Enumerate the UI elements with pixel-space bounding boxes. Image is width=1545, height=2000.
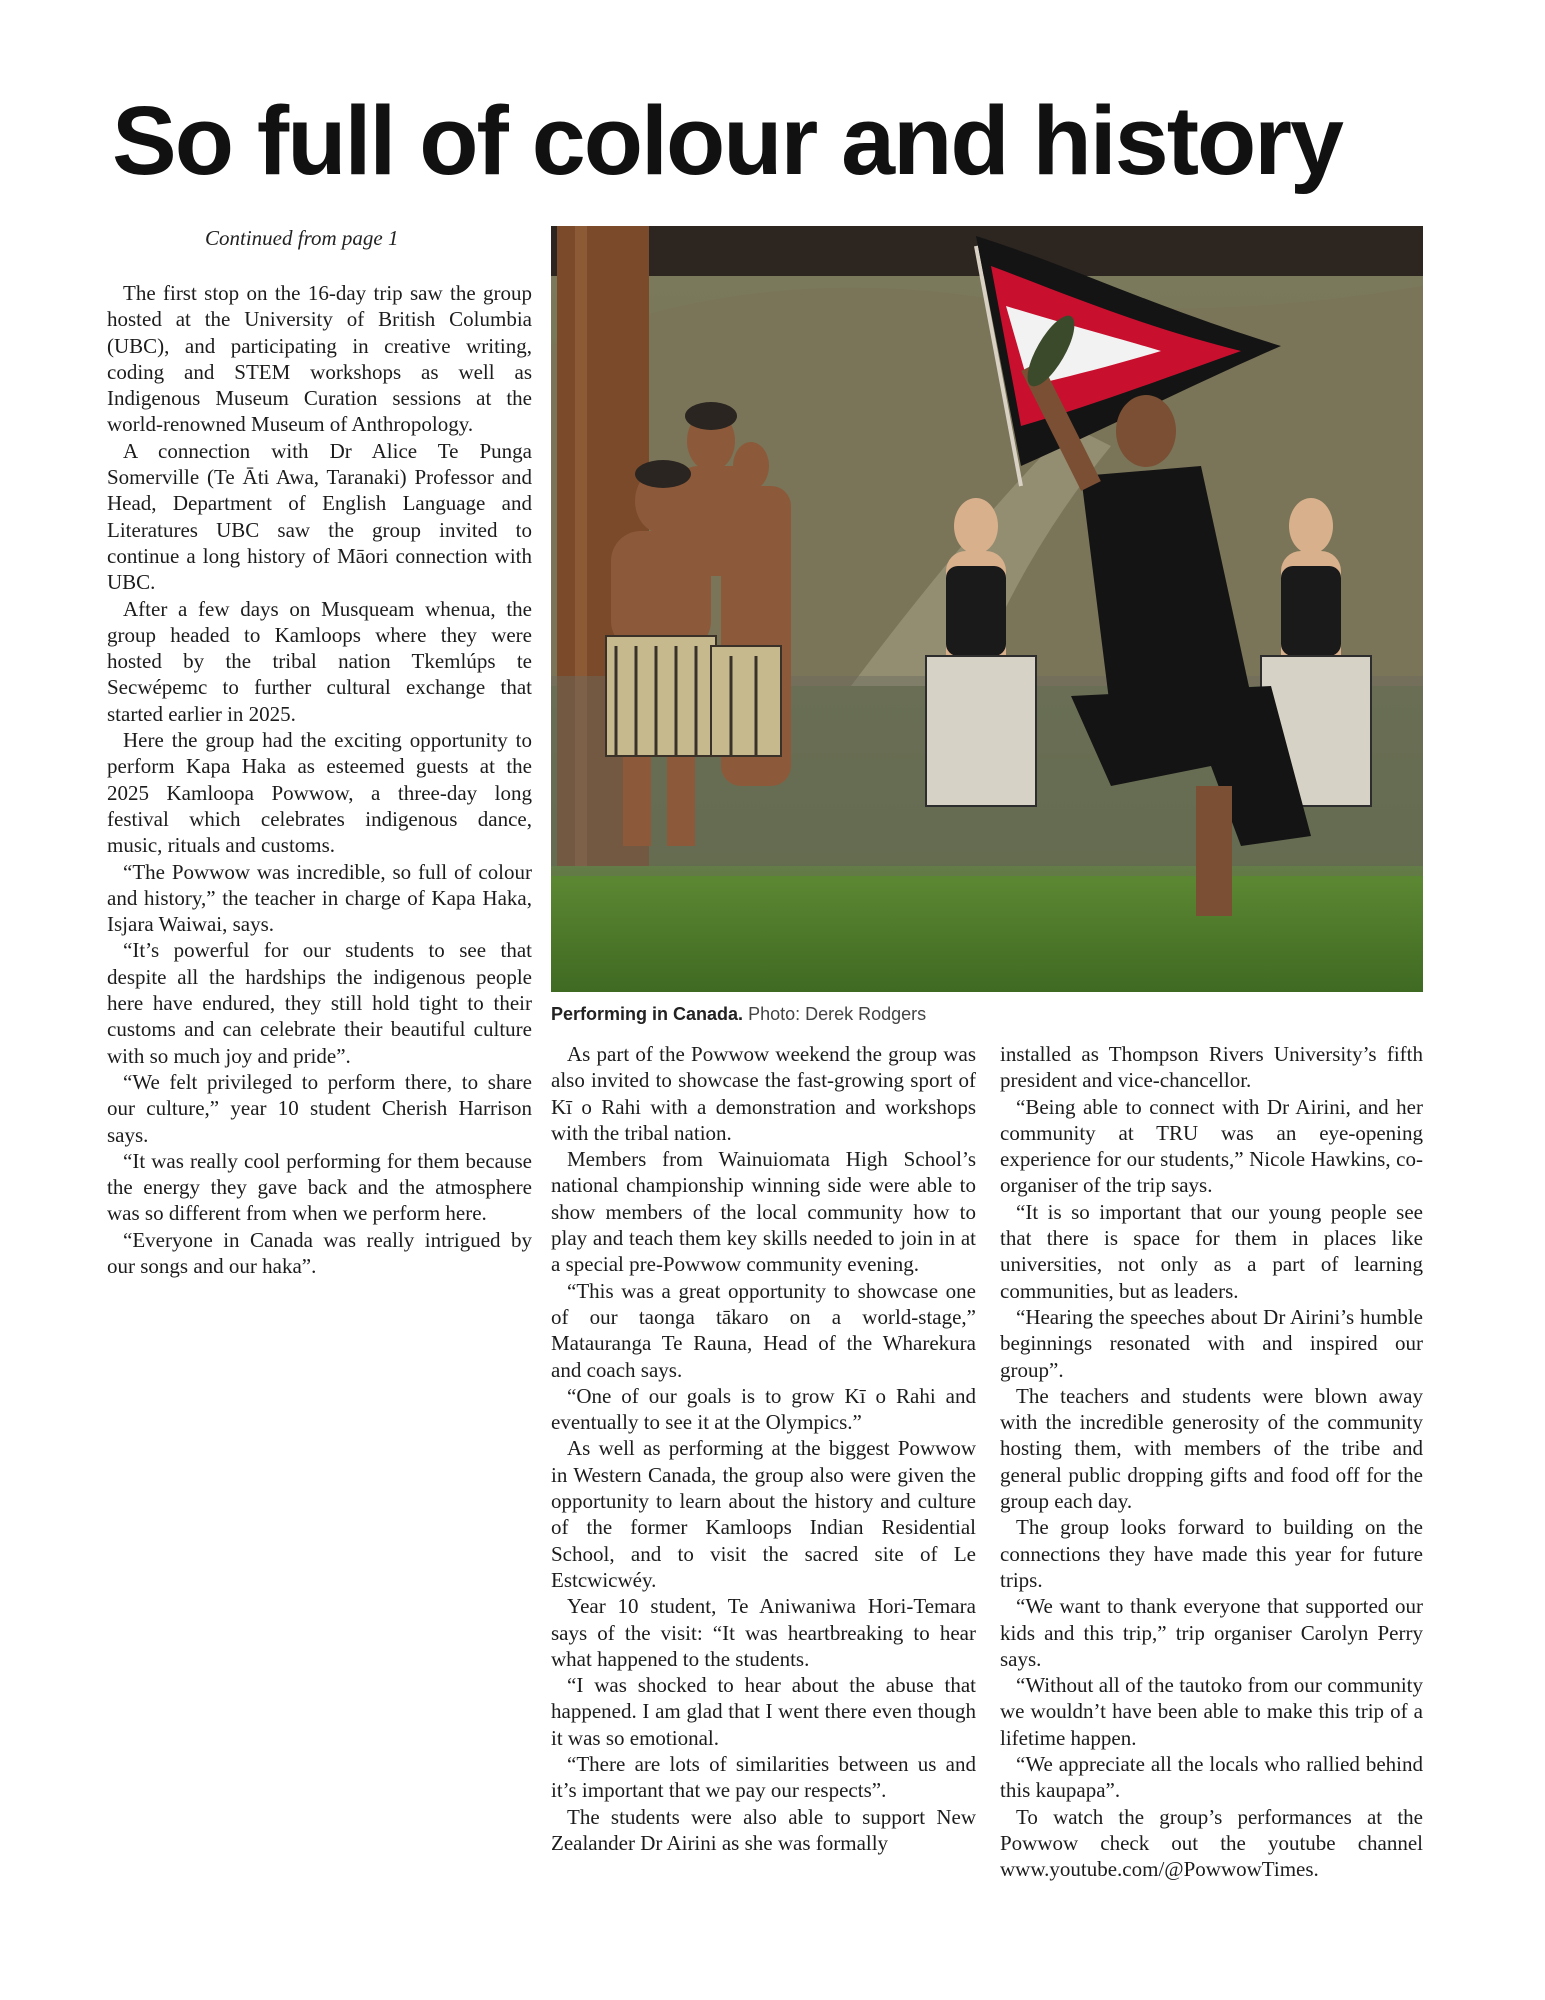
paragraph: “There are lots of similarities between us and it’s important that we pay our respects”. (551, 1752, 976, 1803)
paragraph: As part of the Powwow weekend the group was also invited to showcase the fast-growing sport of Kī o Rahi with a demonstration and workshops with the tribal nation. (551, 1042, 976, 1145)
paragraph: “This was a great opportunity to showcase one of our taonga tākaro on a world-stage,” Matauranga Te Rauna, Head of the Wharekura and coach says. (551, 1278, 976, 1382)
paragraph: A connection with Dr Alice Te Punga Somerville (Te Āti Awa, Taranaki) Professor and Head, Department of English Language and Literatures UBC saw the group invited to continue a long history of Māori connection with UBC. (107, 438, 532, 595)
paragraph: Here the group had the exciting opportunity to perform Kapa Haka as esteemed guests at the 2025 Kamloopa Powwow, a three-day long festival which celebrates indigenous dance, music, rituals and customs. (107, 728, 532, 858)
headline: So full of colour and history (112, 86, 1342, 195)
paragraph: “It was really cool performing for them because the energy they gave back and the atmosphere was so different from when we perform here. (107, 1148, 532, 1226)
photo-credit: Photo: Derek Rodgers (748, 1004, 927, 1024)
article-column-2 (551, 1041, 976, 1856)
article-column-3 (1000, 1041, 1423, 1883)
paragraph: “We appreciate all the locals who rallied behind this kaupapa”. (1000, 1752, 1423, 1803)
paragraph: “Hearing the speeches about Dr Airini’s humble beginnings resonated with and inspired our group”. (1000, 1304, 1423, 1382)
performance-photo (551, 226, 1423, 992)
paragraph: Members from Wainuiomata High School’s national championship winning side were able to show members of the local community how to play and teach them key skills needed to join in at a special pre-Powwow community evening. (551, 1147, 976, 1277)
paragraph: The group looks forward to building on the connections they have made this year for future trips. (1000, 1515, 1423, 1592)
paragraph: “One of our goals is to grow Kī o Rahi and eventually to see it at the Olympics.” (551, 1383, 976, 1435)
paragraph: “I was shocked to hear about the abuse that happened. I am glad that I went there even though it was so emotional. (551, 1673, 976, 1750)
photo-caption (551, 1004, 1423, 1025)
article-column-1 (107, 280, 532, 1279)
paragraph: “Everyone in Canada was really intrigued by our songs and our haka”. (107, 1227, 532, 1278)
paragraph: The teachers and students were blown away with the incredible generosity of the community hosting them, with members of the tribe and general public dropping gifts and food off for the group each day. (1000, 1383, 1423, 1514)
paragraph: “We want to thank everyone that supported our kids and this trip,” trip organiser Carolyn Perry says. (1000, 1594, 1423, 1671)
paragraph: “It is so important that our young people see that there is space for them in places like universities, not only as a part of learning communities, but as leaders. (1000, 1199, 1423, 1303)
paragraph: Year 10 student, Te Aniwaniwa Hori-Temara says of the visit: “It was heartbreaking to hear what happened to the students. (551, 1594, 976, 1671)
paragraph: The students were also able to support New Zealander Dr Airini as she was formally (551, 1804, 976, 1855)
paragraph: “It’s powerful for our students to see that despite all the hardships the indigenous people here have endured, they still hold tight to their customs and can celebrate their beautiful culture with so much joy and pride”. (107, 938, 532, 1068)
paragraph: The first stop on the 16-day trip saw the group hosted at the University of British Columbia (UBC), and participating in creative writing, coding and STEM workshops as well as Indigenous Museum Curation sessions at the world-renowned Museum of Anthropology. (107, 281, 532, 437)
paragraph: “Without all of the tautoko from our community we wouldn’t have been able to make this trip of a lifetime happen. (1000, 1673, 1423, 1750)
paragraph: installed as Thompson Rivers University’s fifth president and vice-chancellor. (1000, 1042, 1423, 1093)
caption-title: Performing in Canada. (551, 1004, 744, 1024)
continued-from-note: Continued from page 1 (205, 226, 399, 250)
paragraph: After a few days on Musqueam whenua, the group headed to Kamloops where they were hosted by the tribal nation Tkemlúps te Secwépemc to further cultural exchange that started earlier in 2025. (107, 596, 532, 726)
paragraph: As well as performing at the biggest Powwow in Western Canada, the group also were given the opportunity to learn about the history and culture of the former Kamloops Indian Residential School, and to visit the sacred site of Le Estcwicwéy. (551, 1436, 976, 1592)
paragraph: “We felt privileged to perform there, to share our culture,” year 10 student Cherish Harrison says. (107, 1069, 532, 1147)
paragraph: “Being able to connect with Dr Airini, and her community at TRU was an eye-opening experience for our students,” Nicole Hawkins, co-organiser of the trip says. (1000, 1094, 1423, 1198)
paragraph: “The Powwow was incredible, so full of colour and history,” the teacher in charge of Kapa Haka, Isjara Waiwai, says. (107, 859, 532, 937)
paragraph: To watch the group’s performances at the Powwow check out the youtube channel www.youtube.com/@PowwowTimes. (1000, 1804, 1423, 1882)
